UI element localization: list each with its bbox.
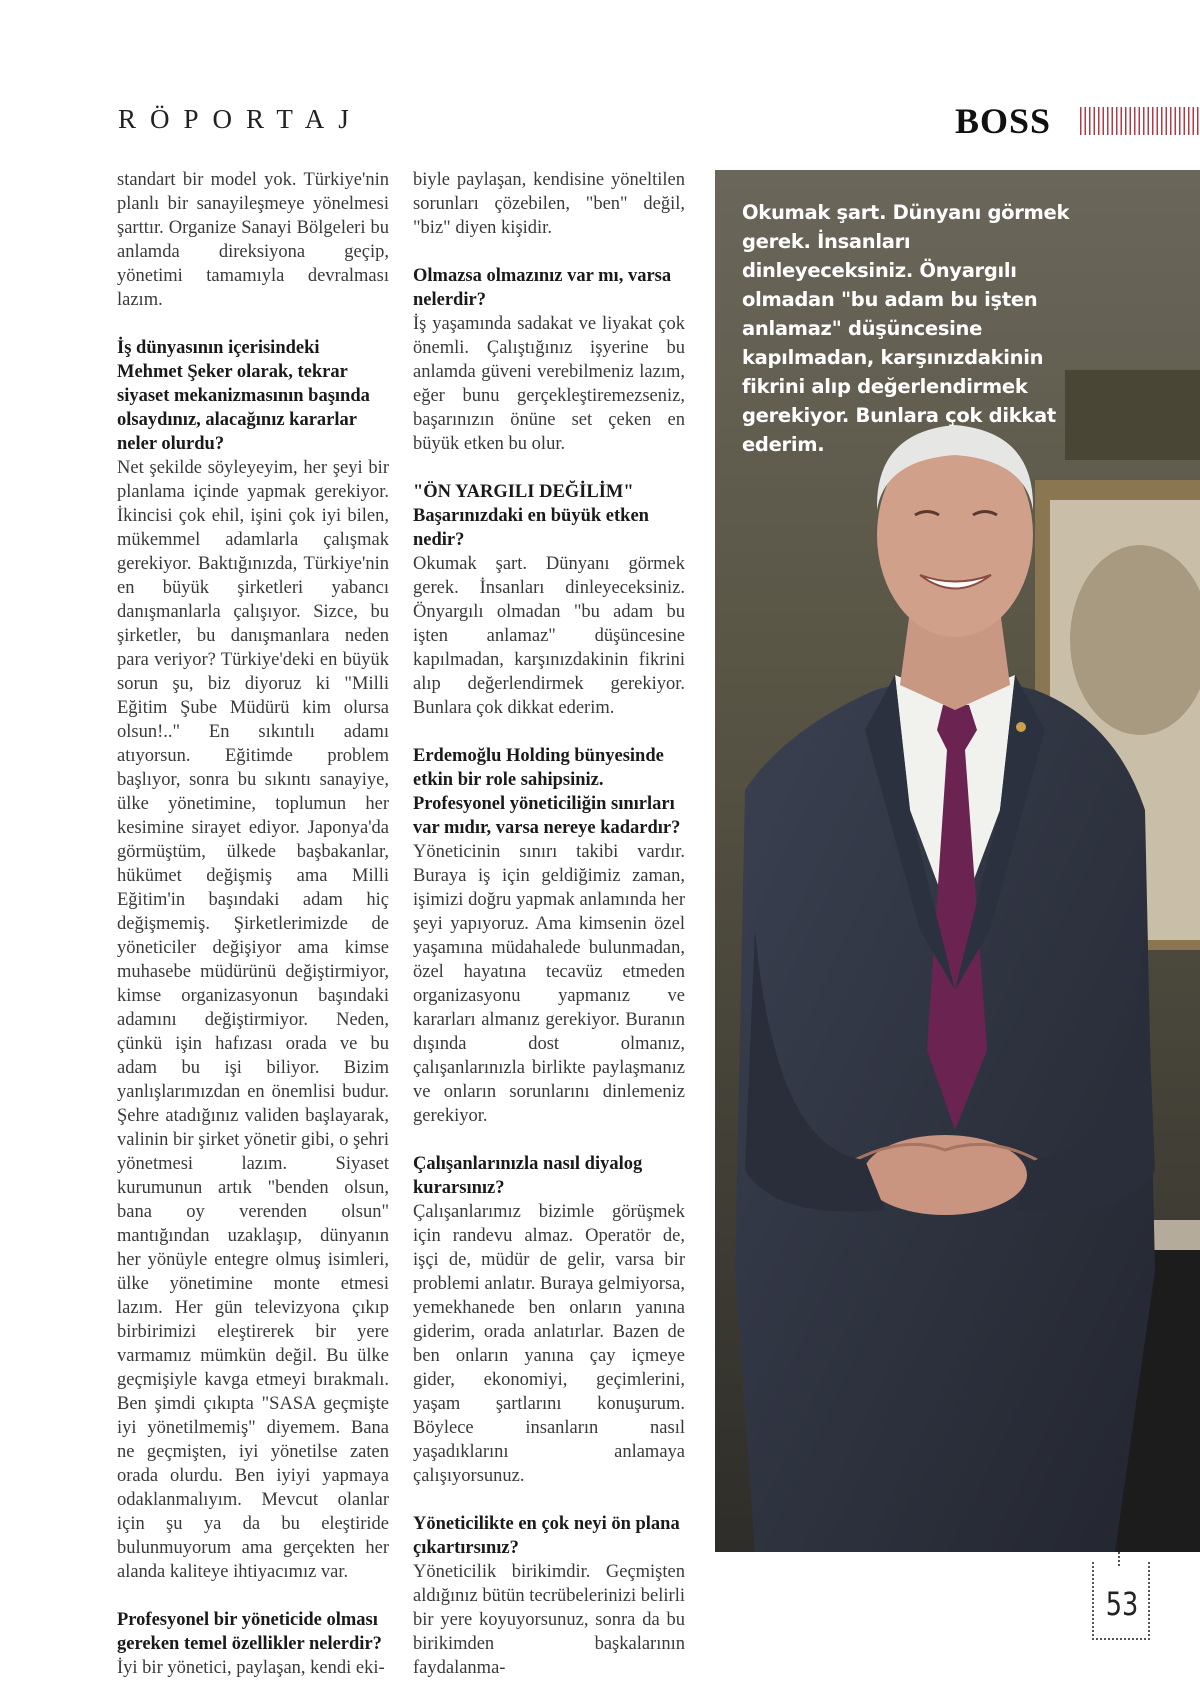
- interview-answer: İyi bir yönetici, paylaşan, kendi eki-: [117, 1658, 385, 1678]
- article-column-2: [413, 168, 685, 1680]
- interview-answer: Çalışanlarımız bizimle görüşmek için randevu almaz. Operatör de, işçi de, müdür de gelir, varsa bir problemi anlatır. Buraya gelmiyorsa, yemekhanede ben onların yanına giderim, orada anlatırlar. Bazen de ben onların yanına çay içmeye gider, ekonomiyi, geçimlerini, yaşam şartlarını konuşurum. Böylece insanların nasıl yaşadıklarını anlamaya çalışıyorsunuz.: [413, 1202, 685, 1486]
- section-subheading: "ÖN YARGILI DEĞİLİM": [413, 482, 634, 502]
- interview-question: Profesyonel bir yöneticide olması gereken temel özellikler nelerdir?: [117, 1610, 382, 1654]
- article-column-1: [117, 168, 389, 1680]
- interview-answer: İş yaşamında sadakat ve liyakat çok önemli. Çalıştığınız işyerine bu anlamda güveni verebilmeniz lazım, eğer bunu gerçekleştiremezseniz, başarınızın önüne set çeken en büyük etken bu olur.: [413, 314, 685, 454]
- magazine-logo: BOSS: [955, 101, 1052, 141]
- interview-question: Yöneticilikte en çok neyi ön plana çıkartırsınız?: [413, 1514, 680, 1558]
- interview-question: Erdemoğlu Holding bünyesinde etkin bir role sahipsiniz. Profesyonel yöneticiliğin sınırları var mıdır, varsa nereye kadardır?: [413, 746, 681, 838]
- interview-question: Olmazsa olmazınız var mı, varsa nelerdir?: [413, 266, 672, 310]
- interview-answer: Yöneticinin sınırı takibi vardır. Buraya iş için geldiğimiz zaman, işimizi doğru yapmak anlamında her şeyi yapıyoruz. Ama kimsenin özel yaşamına müdahalede bulunmadan, özel hayatına tecavüz etmeden organizasyonu yapmanız ve kararları almanız gerekiyor. Buranın dışında dost olmanız, çalışanlarınızla birlikte paylaşmanız ve onların sorunlarını dinlemeniz gerekiyor.: [413, 842, 685, 1126]
- page-number: 53: [1105, 1585, 1139, 1623]
- paragraph: standart bir model yok. Türkiye'nin planlı bir sanayileşmeye yönelmesi şarttır. Organize Sanayi Bölgeleri bu anlamda direksiyona geçip, yönetimi tamamıyla devralması lazım.: [117, 170, 389, 310]
- interview-question: İş dünyasının içerisindeki Mehmet Şeker olarak, tekrar siyaset mekanizmasının başında olsaydınız, alacağınız kararlar neler olurdu?: [117, 338, 370, 454]
- interview-question: Çalışanlarınızla nasıl diyalog kurarsınız?: [413, 1154, 643, 1198]
- section-label: RÖPORTAJ: [118, 104, 363, 134]
- interview-answer: Yöneticilik birikimdir. Geçmişten aldığınız bütün tecrübelerinizi belirli bir yere koyuyorsunuz, sonra da bu birikimden başkalarının faydalanma-: [413, 1562, 685, 1678]
- header-stripes-decoration: [1080, 107, 1200, 135]
- paragraph: biyle paylaşan, kendisine yöneltilen sorunları çözebilen, "ben" değil, "biz" diyen kişidir.: [413, 170, 685, 238]
- interview-question: Başarınızdaki en büyük etken nedir?: [413, 506, 649, 550]
- interview-answer: Okumak şart. Dünyanı görmek gerek. İnsanları dinleyeceksiniz. Önyargılı olmadan "bu adam bu işten anlamaz" düşüncesine kapılmadan, karşınızdakinin fikrini alıp değerlendirmek gerekiyor. Bunlara çok dikkat ederim.: [413, 554, 685, 718]
- pull-quote: Okumak şart. Dünyanı görmek gerek. İnsanları dinleyeceksiniz. Önyargılı olmadan "bu adam bu işten anlamaz" düşüncesine kapılmadan, karşınızdakinin fikrini alıp değerlendirmek gerekiyor. Bunlara çok dikkat ederim.: [742, 201, 1070, 456]
- interview-answer: Net şekilde söyleyeyim, her şeyi bir planlama içinde yapmak gerekiyor. İkincisi çok ehil, işini çok iyi bilen, mükemmel adamlarla çalışmak gerekiyor. Baktığınızda, Türkiye'nin en büyük şirketleri yabancı danışmanlarla çalışıyor. Sizce, bu şirketler, bu danışmanlara neden para veriyor? Türkiye'deki en büyük sorun şu, biz diyoruz ki "Milli Eğitim Şube Müdürü kim olursa olsun!.." En sıkıntılı adamı atıyorsun. Eğitimde problem başlıyor, sonra bu sıkıntı sanayiye, ülke yönetimine, toplumun her kesimine sirayet ediyor. Japonya'da görmüştüm, ülkede başbakanlar, hükümet değişmiş ama Milli Eğitim'in başındaki adam hiç değişmemiş. Şirketlerimizde de yöneticiler değişiyor ama kimse muhasebe müdürünü değiştirmiyor, kimse organizasyonun başındaki adamını değiştirmiyor. Neden, çünkü işin hafızası orada ve bu adam bu işi biliyor. Bizim yanlışlarımızdan en önemlisi budur. Şehre atadığınız validen başlayarak, valinin bir şirket yönetir gibi, o şehri yönetmesi lazım. Siyaset kurumunun artık "benden olsun, bana oy verenden olsun" mantığından uzaklaşıp, dünyanın her yönüyle entegre olmuş isimleri, ülke yönetimine monte etmesi lazım. Her gün televizyona çıkıp birbirimizi eleştirerek bir yere varmamız mümkün değil. Bu ülke geçmişiyle kavga etmeyi bırakmalı. Ben şimdi çıkıpta "SASA geçmişte iyi yönetilmemiş" diyemem. Bana ne geçmişten, iyi yönetilse zaten orada olurdu. Ben iyiyi yapmaya odaklanmalıyım. Mevcut olanlar için şu ya da bu eleştiride bulunmuyorum ama gerçekten her alanda kaliteye ihtiyacımız var.: [117, 458, 389, 1582]
